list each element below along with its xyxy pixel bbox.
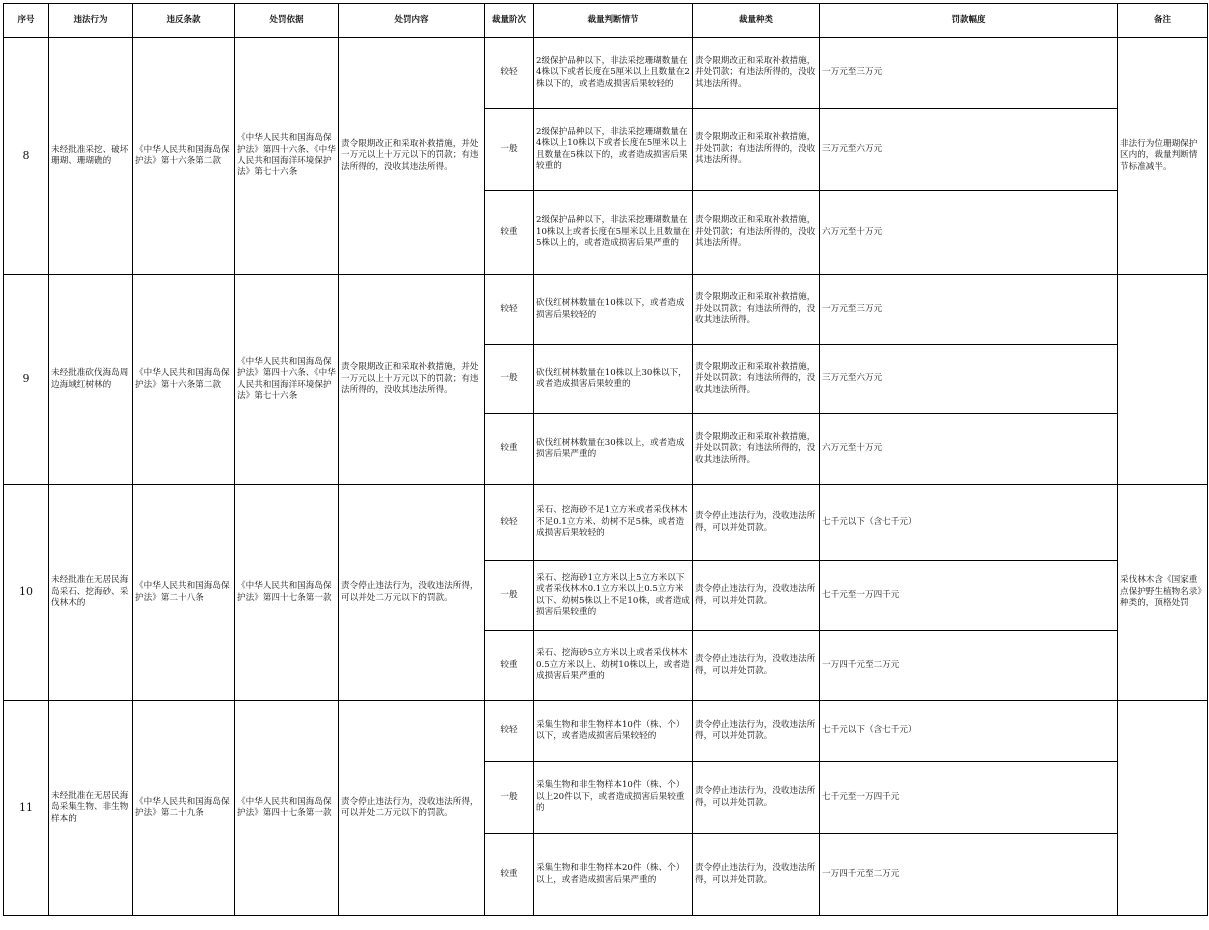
discretion-kind: 责令停止违法行为，没收违法所得，可以并处罚款。 <box>693 834 820 916</box>
discretion-kind: 责令停止违法行为，没收违法所得，可以并处罚款。 <box>693 631 820 701</box>
discretion-situation: 采石、挖海砂5立方米以上或者采伐林木0.5立方米以上、幼树10株以上，或者造成损害后果严重的 <box>534 631 693 701</box>
discretion-level: 较重 <box>485 414 534 485</box>
violated-clause: 《中华人民共和国海岛保护法》第十六条第二款 <box>133 275 235 485</box>
penalty-content: 责令限期改正和采取补救措施，并处一万元以上十万元以下的罚款；有违法所得的，没收其违法所得。 <box>339 38 485 275</box>
penalty-content: 责令停止违法行为，没收违法所得，可以并处二万元以下的罚款。 <box>339 701 485 916</box>
penalty-basis: 《中华人民共和国海岛保护法》第四十六条、《中华人民共和国海洋环境保护法》第七十六条 <box>235 38 339 275</box>
fine-range: 一万元至三万元 <box>820 38 1118 109</box>
table-row <box>4 38 1208 109</box>
penalty-basis: 《中华人民共和国海岛保护法》第四十六条、《中华人民共和国海洋环境保护法》第七十六条 <box>235 275 339 485</box>
remark: 采伐林木含《国家重点保护野生植物名录》种类的，顶格处罚 <box>1118 485 1208 701</box>
fine-range: 七千元至一万四千元 <box>820 762 1118 834</box>
header-seq: 序号 <box>4 4 49 38</box>
fine-range: 六万元至十万元 <box>820 191 1118 275</box>
header-act: 违法行为 <box>49 4 133 38</box>
fine-range: 一万四千元至二万元 <box>820 834 1118 916</box>
discretion-situation: 2级保护品种以下，非法采挖珊瑚数量在4株以上10株以下或者长度在5厘米以上且数量在5株以下的，或者造成损害后果较重的 <box>534 109 693 191</box>
violation-act: 未经批准采挖、破坏珊瑚、珊瑚礁的 <box>49 38 133 275</box>
violation-act: 未经批准在无居民海岛采石、挖海砂、采伐林木的 <box>49 485 133 701</box>
discretion-level: 较重 <box>485 834 534 916</box>
row-number: 9 <box>4 275 49 485</box>
fine-range: 七千元以下（含七千元） <box>820 701 1118 762</box>
violated-clause: 《中华人民共和国海岛保护法》第二十九条 <box>133 701 235 916</box>
violated-clause: 《中华人民共和国海岛保护法》第十六条第二款 <box>133 38 235 275</box>
header-note: 备注 <box>1118 4 1208 38</box>
table-row <box>4 701 1208 762</box>
header-fine: 罚款幅度 <box>820 4 1118 38</box>
discretion-situation: 采集生物和非生物样本20件（株、个）以上，或者造成损害后果严重的 <box>534 834 693 916</box>
discretion-level: 较轻 <box>485 485 534 561</box>
discretion-kind: 责令停止违法行为，没收违法所得，可以并处罚款。 <box>693 485 820 561</box>
violation-act: 未经批准在无居民海岛采集生物、非生物样本的 <box>49 701 133 916</box>
discretion-kind: 责令限期改正和采取补救措施，并处罚款；有违法所得的，没收其违法所得。 <box>693 109 820 191</box>
discretion-kind: 责令停止违法行为，没收违法所得，可以并处罚款。 <box>693 561 820 631</box>
discretion-kind: 责令限期改正和采取补救措施，并处以罚款；有违法所得的，没收其违法所得。 <box>693 275 820 345</box>
discretion-kind: 责令限期改正和采取补救措施，并处以罚款；有违法所得的，没收其违法所得。 <box>693 414 820 485</box>
discretion-situation: 砍伐红树林数量在10株以上30株以下，或者造成损害后果较重的 <box>534 345 693 414</box>
fine-range: 七千元以下（含七千元） <box>820 485 1118 561</box>
discretion-level: 较轻 <box>485 275 534 345</box>
fine-range: 三万元至六万元 <box>820 109 1118 191</box>
header-content: 处罚内容 <box>339 4 485 38</box>
row-number: 11 <box>4 701 49 916</box>
discretion-kind: 责令限期改正和采取补救措施，并处罚款；有违法所得的，没收其违法所得。 <box>693 38 820 109</box>
fine-range: 一万四千元至二万元 <box>820 631 1118 701</box>
violation-act: 未经批准砍伐海岛周边海域红树林的 <box>49 275 133 485</box>
header-level: 裁量阶次 <box>485 4 534 38</box>
violated-clause: 《中华人民共和国海岛保护法》第二十八条 <box>133 485 235 701</box>
header-basis: 处罚依据 <box>235 4 339 38</box>
penalty-basis: 《中华人民共和国海岛保护法》第四十七条第一款 <box>235 701 339 916</box>
fine-range: 三万元至六万元 <box>820 345 1118 414</box>
penalty-content: 责令限期改正和采取补救措施，并处一万元以上十万元以下的罚款；有违法所得的，没收其违法所得。 <box>339 275 485 485</box>
remark <box>1118 275 1208 485</box>
penalty-content: 责令停止违法行为，没收违法所得，可以并处二万元以下的罚款。 <box>339 485 485 701</box>
discretion-kind: 责令限期改正和采取补救措施，并处以罚款；有违法所得的，没收其违法所得。 <box>693 345 820 414</box>
discretion-kind: 责令停止违法行为，没收违法所得，可以并处罚款。 <box>693 762 820 834</box>
remark <box>1118 701 1208 916</box>
discretion-level: 较重 <box>485 631 534 701</box>
row-number: 10 <box>4 485 49 701</box>
discretion-kind: 责令限期改正和采取补救措施，并处罚款；有违法所得的，没收其违法所得。 <box>693 191 820 275</box>
header-clause: 违反条款 <box>133 4 235 38</box>
discretion-situation: 2级保护品种以下，非法采挖珊瑚数量在10株以上或者长度在5厘米以上且数量在5株以上的，或者造成损害后果严重的 <box>534 191 693 275</box>
discretion-level: 一般 <box>485 762 534 834</box>
fine-range: 六万元至十万元 <box>820 414 1118 485</box>
penalty-basis: 《中华人民共和国海岛保护法》第四十七条第一款 <box>235 485 339 701</box>
header-row <box>4 4 1208 38</box>
discretion-level: 较轻 <box>485 38 534 109</box>
discretion-situation: 采石、挖海砂不足1立方米或者采伐林木不足0.1立方米、幼树不足5株，或者造成损害后果较轻的 <box>534 485 693 561</box>
table-row <box>4 275 1208 345</box>
discretion-situation: 采集生物和非生物样本10件（株、个）以下，或者造成损害后果较轻的 <box>534 701 693 762</box>
discretion-situation: 砍伐红树林数量在30株以上，或者造成损害后果严重的 <box>534 414 693 485</box>
remark: 非法行为位珊瑚保护区内的，裁量判断情节标准减半。 <box>1118 38 1208 275</box>
discretion-kind: 责令停止违法行为，没收违法所得，可以并处罚款。 <box>693 701 820 762</box>
penalty-discretion-table-wrap <box>3 3 1207 916</box>
discretion-situation: 2级保护品种以下，非法采挖珊瑚数量在4株以下或者长度在5厘米以上且数量在2株以下的，或者造成损害后果较轻的 <box>534 38 693 109</box>
discretion-level: 一般 <box>485 345 534 414</box>
discretion-situation: 采集生物和非生物样本10件（株、个）以上20件以下，或者造成损害后果较重的 <box>534 762 693 834</box>
discretion-level: 一般 <box>485 109 534 191</box>
discretion-situation: 砍伐红树林数量在10株以下，或者造成损害后果较轻的 <box>534 275 693 345</box>
header-situation: 裁量判断情节 <box>534 4 693 38</box>
penalty-discretion-table <box>3 3 1208 916</box>
discretion-level: 一般 <box>485 561 534 631</box>
discretion-level: 较重 <box>485 191 534 275</box>
fine-range: 七千元至一万四千元 <box>820 561 1118 631</box>
discretion-level: 较轻 <box>485 701 534 762</box>
row-number: 8 <box>4 38 49 275</box>
fine-range: 一万元至三万元 <box>820 275 1118 345</box>
table-row <box>4 485 1208 561</box>
header-kind: 裁量种类 <box>693 4 820 38</box>
discretion-situation: 采石、挖海砂1立方米以上5立方米以下或者采伐林木0.1立方米以上0.5立方米以下、幼树5株以上不足10株，或者造成损害后果较重的 <box>534 561 693 631</box>
